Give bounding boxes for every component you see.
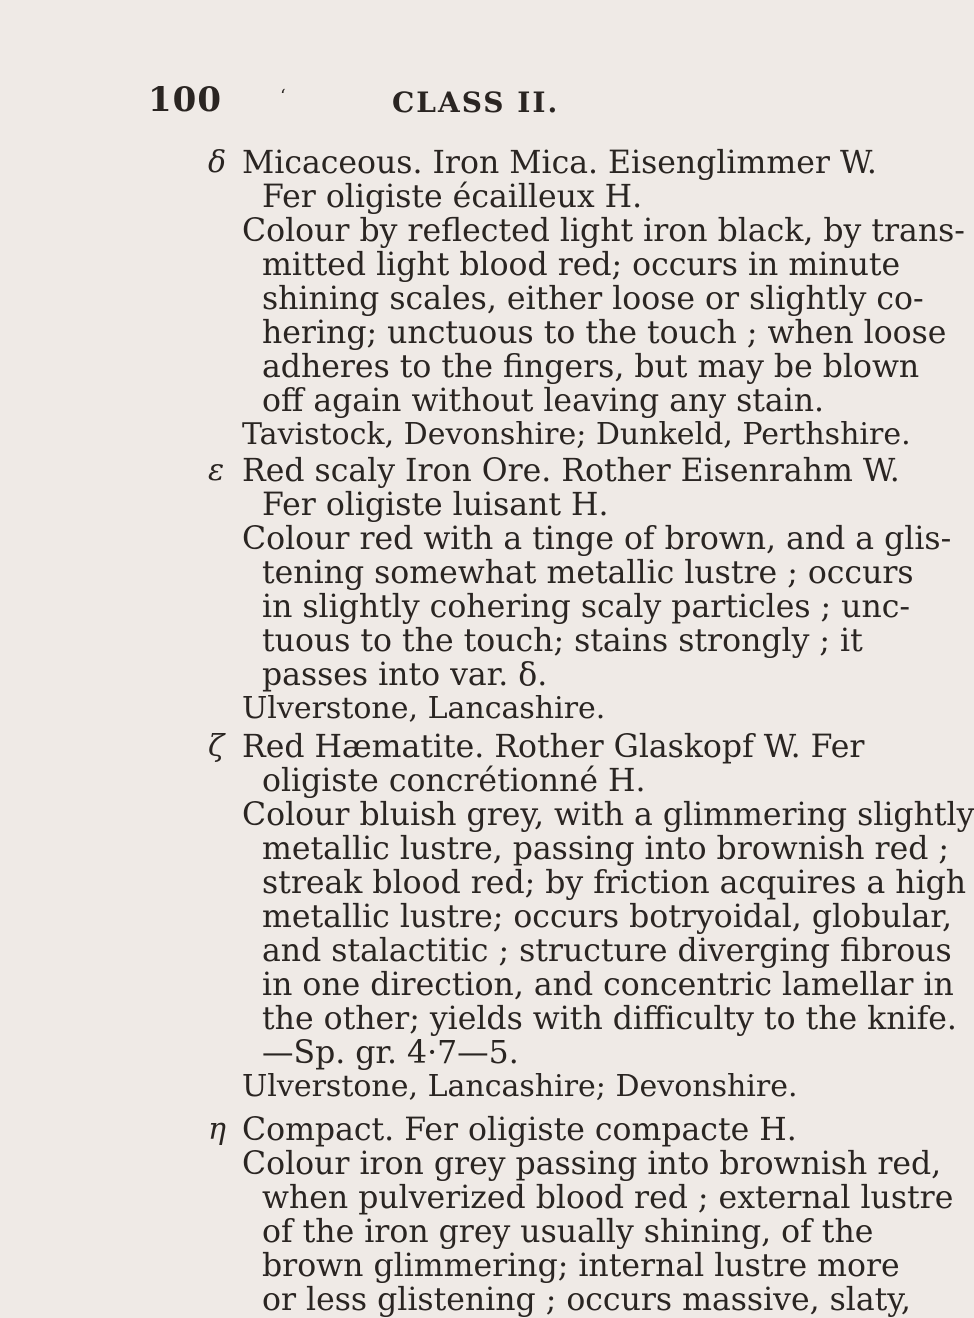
entry-compact [208, 1112, 954, 1318]
entry-line: Colour by reflected light iron black, by trans- [242, 213, 965, 249]
entry-letter: η [208, 1112, 226, 1147]
entry-line: tuous to the touch; stains strongly ; it [262, 623, 863, 659]
entry-line: and stalactitic ; structure diverging fibrous [262, 933, 952, 969]
entry-locality: Ulverstone, Lancashire; Devonshire. [242, 1069, 798, 1104]
entry-line: adheres to the fingers, but may be blown [262, 349, 920, 385]
entry-line: metallic lustre, passing into brownish red ; [262, 831, 950, 867]
entry-line: the other; yields with difficulty to the knife. [262, 1001, 957, 1037]
entry-line: oligiste concrétionné H. [262, 763, 646, 799]
entry-line: of the iron grey usually shining, of the [262, 1214, 874, 1250]
entry-locality: Ulverstone, Lancashire. [242, 691, 606, 726]
entry-line: Colour red with a tinge of brown, and a glis- [242, 521, 952, 557]
entry-line: streak blood red; by friction acquires a high [262, 865, 967, 901]
entry-line: Colour iron grey passing into brownish red, [242, 1146, 942, 1182]
entry-letter: ζ [208, 729, 225, 764]
entry-line: Fer oligiste luisant H. [262, 487, 609, 523]
entry-line: or less glistening ; occurs massive, slaty, [262, 1282, 911, 1318]
entry-red-haematite [208, 729, 974, 1104]
entry-line: brown glimmering; internal lustre more [262, 1248, 900, 1284]
running-header [0, 80, 800, 130]
entry-title: Compact. Fer oligiste compacte H. [242, 1112, 797, 1148]
entry-line: tening somewhat metallic lustre ; occurs [262, 555, 914, 591]
entry-line: shining scales, either loose or slightly co- [262, 281, 924, 317]
entry-title: Red Hæmatite. Rother Glaskopf W. Fer [242, 729, 865, 765]
entry-micaceous [208, 145, 965, 452]
entry-line: passes into var. δ. [262, 657, 548, 693]
entry-title: Red scaly Iron Ore. Rother Eisenrahm W. [242, 453, 900, 489]
entry-title-line [208, 453, 900, 489]
entry-line: in slightly cohering scaly particles ; unc- [262, 589, 911, 625]
page-number: 100 [148, 80, 222, 120]
entry-line: Fer oligiste écailleux H. [262, 179, 643, 215]
entry-title-line [208, 1112, 797, 1148]
entry-title-line [208, 145, 877, 181]
entry-letter: δ [208, 145, 227, 180]
entry-title-line [208, 729, 865, 765]
entry-line: in one direction, and concentric lamellar in [262, 967, 954, 1003]
entry-line: off again without leaving any stain. [262, 383, 825, 419]
entry-red-scaly-iron-ore [208, 453, 952, 726]
class-heading: CLASS II. [392, 86, 560, 119]
entry-title: Micaceous. Iron Mica. Eisenglimmer W. [242, 145, 877, 181]
printer-mark: ‘ [280, 86, 286, 107]
entry-line: hering; unctuous to the touch ; when loose [262, 315, 947, 351]
entry-letter: ε [208, 453, 225, 488]
entry-line: metallic lustre; occurs botryoidal, globular, [262, 899, 952, 935]
entry-line: —Sp. gr. 4·7—5. [262, 1035, 519, 1071]
entry-line: when pulverized blood red ; external lustre [262, 1180, 954, 1216]
entry-line: mitted light blood red; occurs in minute [262, 247, 901, 283]
entry-locality: Tavistock, Devonshire; Dunkeld, Perthshire. [242, 417, 911, 452]
entry-line: Colour bluish grey, with a glimmering slightly [242, 797, 974, 833]
